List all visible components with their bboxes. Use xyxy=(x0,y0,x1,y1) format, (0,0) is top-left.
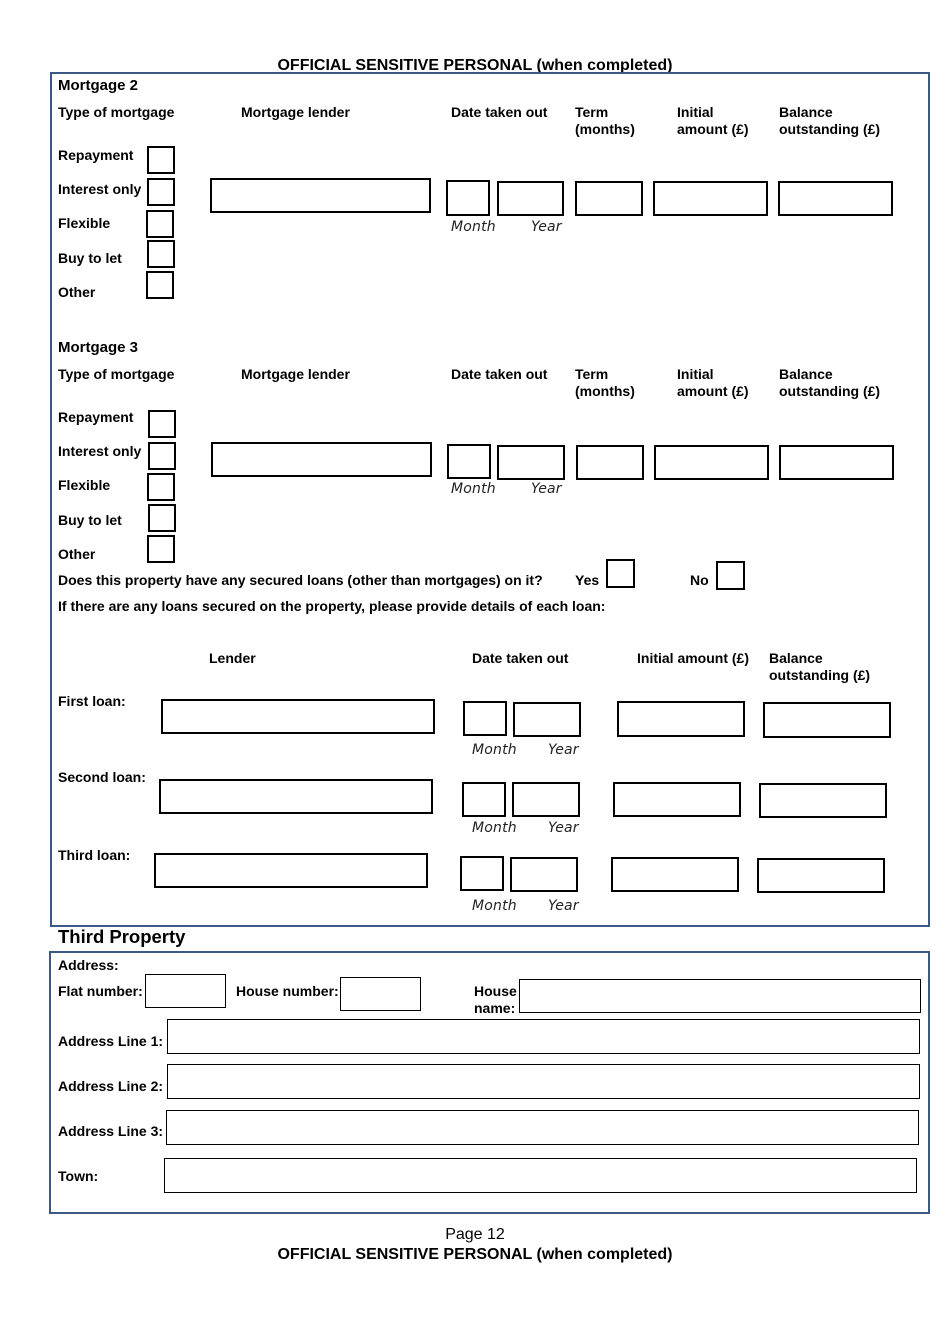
col-initial-amount: Initial amount (£) xyxy=(677,366,749,399)
m2-interest-only-checkbox[interactable] xyxy=(147,178,175,206)
m3-interest-only-checkbox[interactable] xyxy=(148,442,176,470)
third-loan-label: Third loan: xyxy=(58,847,131,863)
m2-balance-input[interactable] xyxy=(778,181,893,216)
m3-buy-to-let-checkbox[interactable] xyxy=(148,504,176,532)
m2-month-input[interactable] xyxy=(446,180,490,216)
third-loan-month-caption: Month xyxy=(472,898,517,914)
secured-loans-no-label: No xyxy=(690,572,709,588)
second-loan-label: Second loan: xyxy=(58,769,146,785)
second-loan-year-input[interactable] xyxy=(512,782,580,817)
town-input[interactable] xyxy=(164,1158,917,1193)
col-mortgage-lender: Mortgage lender xyxy=(241,366,350,382)
second-loan-month-caption: Month xyxy=(472,820,517,836)
third-property-title: Third Property xyxy=(58,926,186,947)
m2-initial-amount-input[interactable] xyxy=(653,181,768,216)
first-loan-balance-input[interactable] xyxy=(763,702,891,738)
classification-header: OFFICIAL SENSITIVE PERSONAL (when completed) xyxy=(277,57,673,74)
m2-year-input[interactable] xyxy=(497,181,564,216)
type-flexible-label: Flexible xyxy=(58,477,111,493)
col-balance-outstanding: Balance outstanding (£) xyxy=(779,366,881,399)
town-label: Town: xyxy=(58,1168,99,1184)
col-term-months: Term (months) xyxy=(575,104,635,137)
m2-flexible-checkbox[interactable] xyxy=(146,210,174,238)
address-line-2-input[interactable] xyxy=(167,1064,920,1099)
m3-year-input[interactable] xyxy=(497,445,565,480)
m3-year-caption: Year xyxy=(531,481,562,497)
address-line-3-input[interactable] xyxy=(166,1110,919,1145)
second-loan-initial-input[interactable] xyxy=(613,782,741,817)
second-loan-month-input[interactable] xyxy=(462,782,506,817)
house-name-input[interactable] xyxy=(519,979,921,1013)
loan-col-initial-amount: Initial amount (£) xyxy=(637,650,749,666)
second-loan-year-caption: Year xyxy=(548,820,579,836)
m3-initial-amount-input[interactable] xyxy=(654,445,769,480)
classification-footer: OFFICIAL SENSITIVE PERSONAL (when completed) xyxy=(277,1246,673,1263)
secured-loans-instruction: If there are any loans secured on the property, please provide details of each loan: xyxy=(58,598,606,614)
second-loan-lender-input[interactable] xyxy=(159,779,433,814)
flat-number-label: Flat number: xyxy=(58,983,143,999)
flat-number-input[interactable] xyxy=(145,974,226,1008)
first-loan-month-caption: Month xyxy=(472,742,517,758)
address-line-1-label: Address Line 1: xyxy=(58,1033,164,1049)
secured-loans-no-checkbox[interactable] xyxy=(716,561,745,590)
m2-year-caption: Year xyxy=(531,219,562,235)
type-other-label: Other xyxy=(58,546,96,562)
secured-loans-question: Does this property have any secured loans (other than mortgages) on it? xyxy=(58,572,543,588)
first-loan-label: First loan: xyxy=(58,693,126,709)
second-loan-balance-input[interactable] xyxy=(759,783,887,818)
m3-repayment-checkbox[interactable] xyxy=(148,410,176,438)
mortgage-2-title: Mortgage 2 xyxy=(58,77,139,94)
loan-col-lender: Lender xyxy=(209,650,256,666)
col-type-of-mortgage: Type of mortgage xyxy=(58,104,175,120)
col-initial-amount: Initial amount (£) xyxy=(677,104,749,137)
page-number: Page 12 xyxy=(445,1226,505,1243)
mortgage-3-title: Mortgage 3 xyxy=(58,339,139,356)
first-loan-year-input[interactable] xyxy=(513,702,581,737)
third-loan-year-caption: Year xyxy=(548,898,579,914)
m2-repayment-checkbox[interactable] xyxy=(147,146,175,174)
type-buy-to-let-label: Buy to let xyxy=(58,250,122,266)
first-loan-month-input[interactable] xyxy=(463,701,507,736)
type-interest-only-label: Interest only xyxy=(58,181,142,197)
address-label: Address: xyxy=(58,957,119,973)
third-loan-month-input[interactable] xyxy=(460,856,504,891)
loan-col-balance-outstanding: Balance outstanding (£) xyxy=(769,650,871,683)
address-line-1-input[interactable] xyxy=(167,1019,920,1054)
col-date-taken-out: Date taken out xyxy=(451,366,548,382)
loan-col-date-taken-out: Date taken out xyxy=(472,650,569,666)
m3-balance-input[interactable] xyxy=(779,445,894,480)
m2-term-input[interactable] xyxy=(575,181,643,216)
m3-lender-input[interactable] xyxy=(211,442,432,477)
first-loan-lender-input[interactable] xyxy=(161,699,435,734)
m3-month-caption: Month xyxy=(451,481,496,497)
m3-month-input[interactable] xyxy=(447,444,491,479)
col-term-months: Term (months) xyxy=(575,366,635,399)
m2-month-caption: Month xyxy=(451,219,496,235)
col-type-of-mortgage: Type of mortgage xyxy=(58,366,175,382)
type-other-label: Other xyxy=(58,284,96,300)
type-repayment-label: Repayment xyxy=(58,409,134,425)
third-loan-balance-input[interactable] xyxy=(757,858,885,893)
secured-loans-yes-label: Yes xyxy=(575,572,600,588)
m3-term-input[interactable] xyxy=(576,445,644,480)
third-loan-initial-input[interactable] xyxy=(611,857,739,892)
col-balance-outstanding: Balance outstanding (£) xyxy=(779,104,881,137)
m2-buy-to-let-checkbox[interactable] xyxy=(147,240,175,268)
type-flexible-label: Flexible xyxy=(58,215,111,231)
third-loan-lender-input[interactable] xyxy=(154,853,428,888)
secured-loans-yes-checkbox[interactable] xyxy=(606,559,635,588)
third-loan-year-input[interactable] xyxy=(510,857,578,892)
address-line-2-label: Address Line 2: xyxy=(58,1078,164,1094)
m3-flexible-checkbox[interactable] xyxy=(147,473,175,501)
m3-other-checkbox[interactable] xyxy=(147,535,175,563)
m2-lender-input[interactable] xyxy=(210,178,431,213)
house-name-label: House name: xyxy=(474,983,517,1016)
m2-other-checkbox[interactable] xyxy=(146,271,174,299)
first-loan-initial-input[interactable] xyxy=(617,701,745,737)
first-loan-year-caption: Year xyxy=(548,742,579,758)
col-mortgage-lender: Mortgage lender xyxy=(241,104,350,120)
type-buy-to-let-label: Buy to let xyxy=(58,512,122,528)
col-date-taken-out: Date taken out xyxy=(451,104,548,120)
address-line-3-label: Address Line 3: xyxy=(58,1123,164,1139)
type-interest-only-label: Interest only xyxy=(58,443,142,459)
type-repayment-label: Repayment xyxy=(58,147,134,163)
house-number-input[interactable] xyxy=(340,977,421,1011)
house-number-label: House number: xyxy=(236,983,339,999)
